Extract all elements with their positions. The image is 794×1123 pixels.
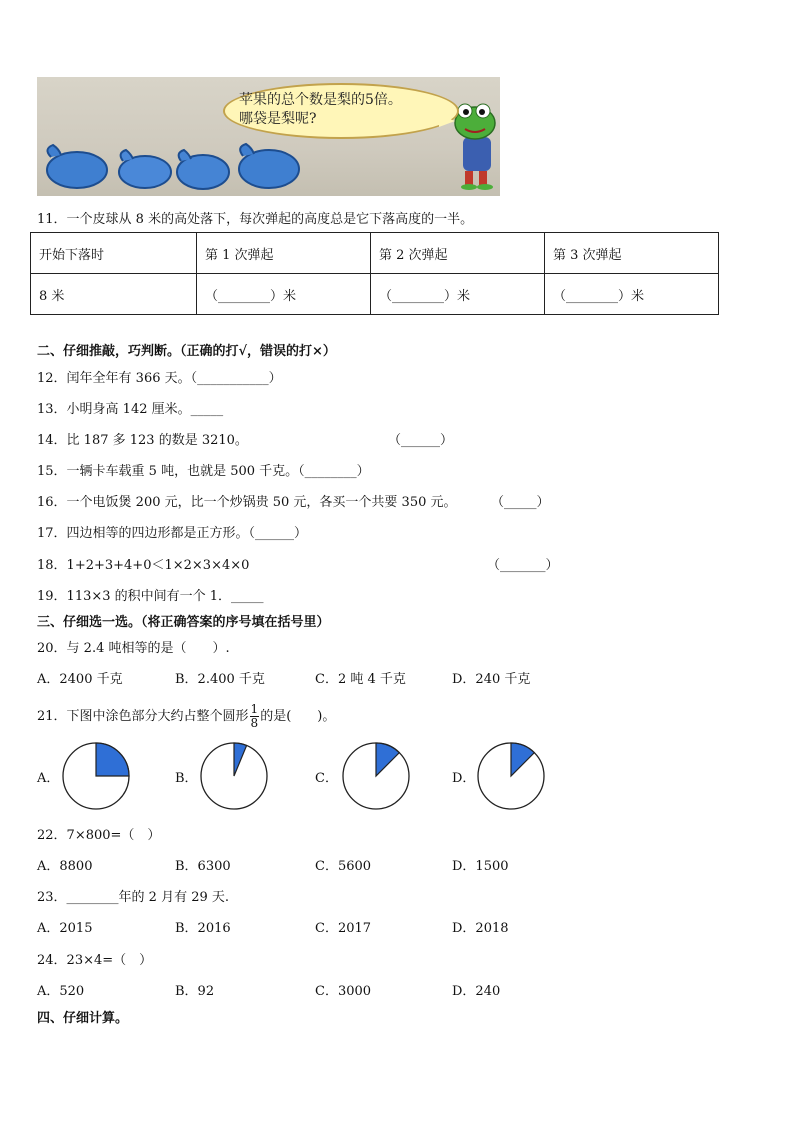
option-c[interactable]: C．5600 bbox=[315, 859, 372, 874]
question-23: 23．________年的 2 月有 29 天. bbox=[37, 890, 230, 905]
speech-bubble-tail bbox=[439, 115, 455, 127]
option-c[interactable]: C．2 吨 4 千克 bbox=[315, 672, 406, 687]
option-a[interactable]: A．520 bbox=[37, 984, 85, 999]
option-d[interactable]: D．240 千克 bbox=[452, 672, 531, 687]
answer-blank[interactable]: （________）米 bbox=[545, 274, 719, 315]
answer-blank[interactable]: （_____） bbox=[491, 495, 550, 510]
pie-option-a[interactable] bbox=[60, 740, 132, 812]
question-18: 18．1+2+3+4+0＜1×2×3×4×0 bbox=[37, 558, 250, 573]
option-a[interactable]: A．8800 bbox=[37, 859, 93, 874]
answer-blank[interactable]: （______） bbox=[388, 433, 454, 448]
question-15[interactable]: 15．一辆卡车载重 5 吨，也就是 500 千克。（________） bbox=[37, 464, 370, 479]
option-a[interactable]: A．2015 bbox=[37, 921, 93, 936]
table-header-cell: 第 2 次弹起 bbox=[371, 233, 545, 274]
option-c[interactable]: C．2017 bbox=[315, 921, 372, 936]
question-14: 14．比 187 多 123 的数是 3210。 bbox=[37, 433, 248, 448]
question-22: 22．7×800=（ ） bbox=[37, 828, 161, 843]
section-2-title: 二、仔细推敲，巧判断。（正确的打√，错误的打×） bbox=[37, 344, 336, 359]
bag-icon bbox=[119, 150, 171, 188]
option-b[interactable]: B．2.400 千克 bbox=[175, 672, 265, 687]
table-header-cell: 第 1 次弹起 bbox=[197, 233, 371, 274]
table-header-cell: 第 3 次弹起 bbox=[545, 233, 719, 274]
question-21: 21．下图中涂色部分大约占整个圆形 $\frac{1}{8}$ 的是( )。 bbox=[37, 702, 336, 730]
question-12[interactable]: 12．闰年全年有 366 天。（___________） bbox=[37, 371, 282, 386]
section-4-title: 四、仔细计算。 bbox=[37, 1011, 129, 1026]
question-20: 20．与 2.4 吨相等的是（ ）. bbox=[37, 641, 230, 656]
option-c[interactable]: C．3000 bbox=[315, 984, 372, 999]
option-d[interactable]: D．2018 bbox=[452, 921, 509, 936]
answer-blank[interactable]: （________）米 bbox=[371, 274, 545, 315]
question-11: 11．一个皮球从 8 米的高处落下，每次弹起的高度总是它下落高度的一半。 bbox=[37, 212, 474, 227]
illustration bbox=[37, 77, 500, 196]
table-header-row bbox=[31, 233, 719, 274]
option-d-label[interactable]: D． bbox=[452, 771, 476, 786]
fraction: $\frac{1}{8}$ bbox=[250, 702, 259, 730]
option-c-label[interactable]: C． bbox=[315, 771, 338, 786]
table-header-cell: 开始下落时 bbox=[31, 233, 197, 274]
question-17[interactable]: 17．四边相等的四边形都是正方形。（______） bbox=[37, 526, 308, 541]
option-b[interactable]: B．92 bbox=[175, 984, 215, 999]
frog-icon bbox=[455, 104, 495, 190]
pie-option-b[interactable] bbox=[198, 740, 270, 812]
question-16: 16．一个电饭煲 200 元，比一个炒锅贵 50 元，各买一个共要 350 元。 bbox=[37, 495, 457, 510]
option-b-label[interactable]: B． bbox=[175, 771, 198, 786]
option-d[interactable]: D．240 bbox=[452, 984, 501, 999]
question-24: 24．23×4=（ ） bbox=[37, 953, 153, 968]
bounce-table bbox=[30, 232, 719, 315]
answer-blank[interactable]: （________）米 bbox=[197, 274, 371, 315]
section-3-title: 三、仔细选一选。（将正确答案的序号填在括号里） bbox=[37, 615, 330, 630]
option-a-label[interactable]: A． bbox=[37, 771, 60, 786]
pie-option-d[interactable] bbox=[475, 740, 547, 812]
option-b[interactable]: B．6300 bbox=[175, 859, 231, 874]
table-row bbox=[31, 274, 719, 315]
bag-icon bbox=[177, 150, 229, 189]
bag-icon bbox=[47, 145, 107, 188]
bag-icon bbox=[239, 144, 299, 188]
question-13[interactable]: 13．小明身高 142 厘米。_____ bbox=[37, 402, 224, 417]
option-a[interactable]: A．2400 千克 bbox=[37, 672, 123, 687]
answer-blank[interactable]: （_______） bbox=[487, 558, 559, 573]
option-b[interactable]: B．2016 bbox=[175, 921, 231, 936]
option-d[interactable]: D．1500 bbox=[452, 859, 509, 874]
pie-option-c[interactable] bbox=[340, 740, 412, 812]
question-19[interactable]: 19．113×3 的积中间有一个 1．_____ bbox=[37, 589, 264, 604]
shaded-sector bbox=[96, 743, 129, 776]
table-cell: 8 米 bbox=[31, 274, 197, 315]
speech-text: 苹果的总个数是梨的5倍。 哪袋是梨呢? bbox=[239, 92, 402, 127]
